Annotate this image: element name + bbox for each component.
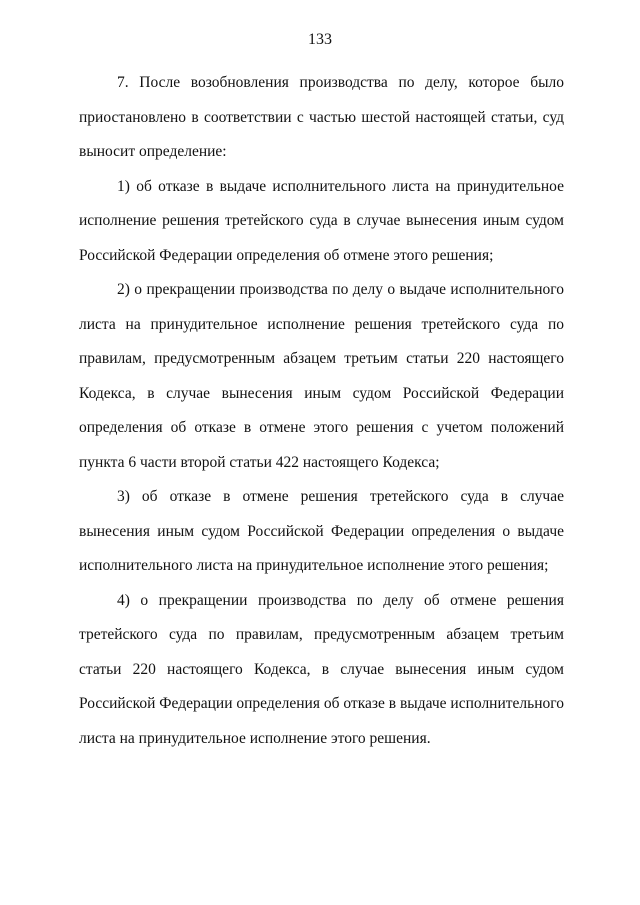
- paragraph-7-intro: 7. После возобновления производства по делу, которое было приостановлено в соответствии с частью шестой настоящей статьи, суд выносит определение:: [79, 74, 564, 160]
- list-item-3: 3) об отказе в отмене решения третейского суда в случае вынесения иным судом Российской Федерации определения о выдаче исполнительного листа на принудительное исполнение этого решения;: [79, 488, 564, 574]
- page-number: 133: [308, 31, 332, 48]
- document-body: [79, 66, 564, 756]
- list-item-4: 4) о прекращении производства по делу об отмене решения третейского суда по правилам, предусмотренным абзацем третьим статьи 220 настоящего Кодекса, в случае вынесения иным судом Российской Федерации определения об отказе в выдаче исполнительного листа на принудительное исполнение этого решения.: [79, 591, 564, 747]
- list-item-1: 1) об отказе в выдаче исполнительного листа на принудительное исполнение решения третейского суда в случае вынесения иным судом Российской Федерации определения об отмене этого решения;: [79, 177, 564, 264]
- list-item-2: 2) о прекращении производства по делу о выдаче исполнительного листа на принудительное исполнение решения третейского суда по правилам, предусмотренным абзацем третьим статьи 220 настоящего Кодекса, в случае вынесения иным судом Российской Федерации определения об отказе в отмене этого решения с учетом положений пункта 6 части второй статьи 422 настоящего Кодекса;: [79, 281, 564, 471]
